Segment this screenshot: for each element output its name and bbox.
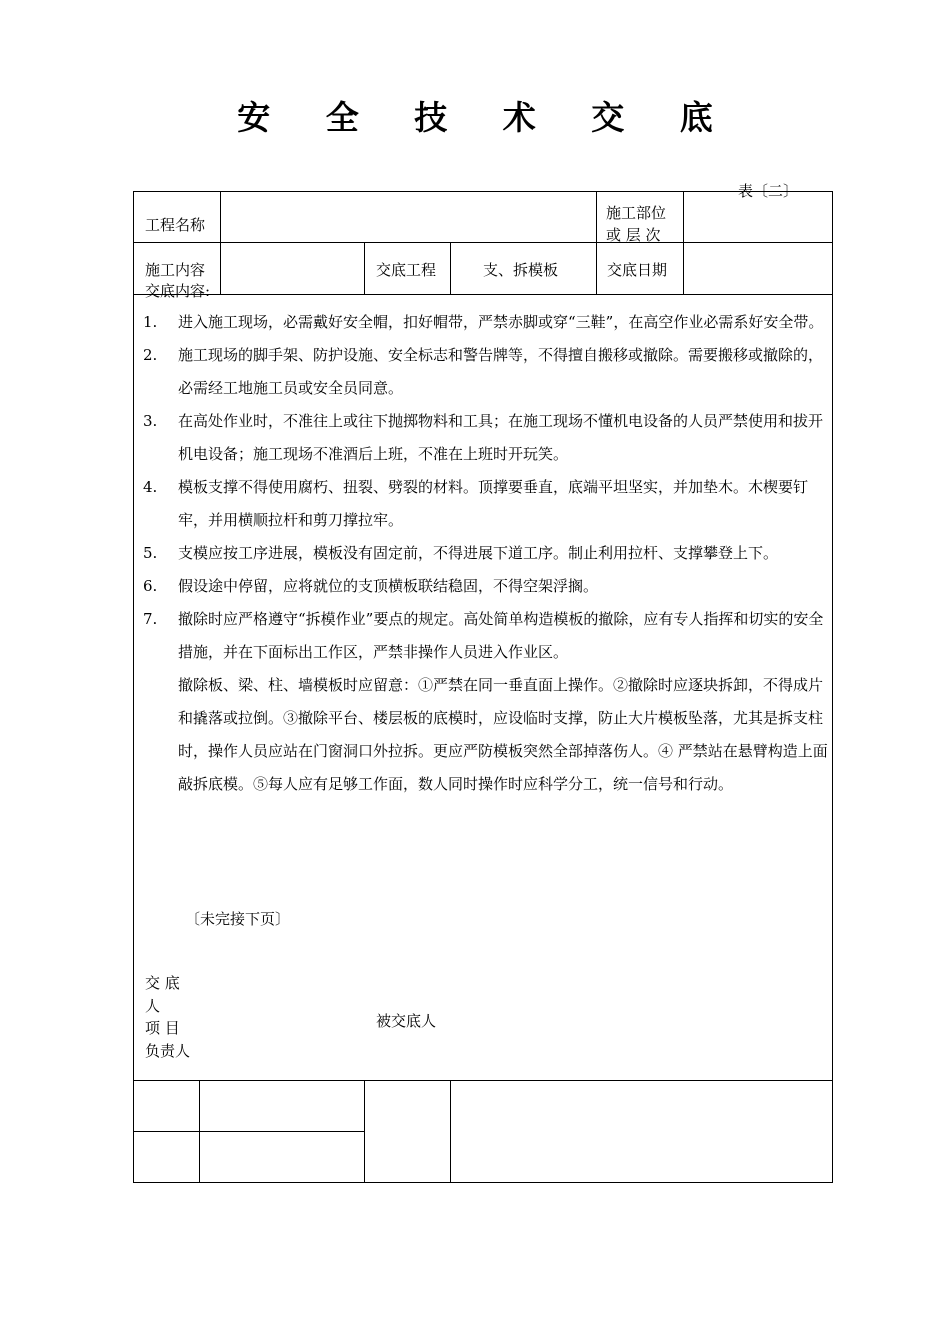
table-col-c [683,191,684,294]
table-rule-3 [133,1080,833,1081]
signature-labels [145,972,190,1062]
removal-notes-paragraph: 撤除板、梁、柱、墙模板时应留意：①严禁在同一垂直面上操作。②撤除时应逐块拆卸，不得成片和撬落或拉倒。③撤除平台、楼层板的底模时，应设临时支撑，防止大片模板坠落，尤其是拆支柱时，操作人员应站在门窗洞口外拉拆。更应严防模板突然全部掉落伤人。④ 严禁站在悬臂构造上面敲拆底模。⑤每人应有足够工作面，数人同时操作时应科学分工，统一信号和行动。 [178,676,828,793]
table-col-h [450,1080,451,1183]
item-text: 模板支撑不得使用腐朽、扭裂、劈裂的材料。顶撑要垂直，底端平坦坚实，并加垫木。木楔要钉牢，并用横顺拉杆和剪刀撑拉牢。 [178,478,809,529]
list-item [143,471,833,537]
item-number: 5. [143,544,158,562]
item-text: 撤除时应严格遵守“拆模作业”要点的规定。高处简单构造模板的撤除，应有专人指挥和切实的安全措施，并在下面标出工作区，严禁非操作人员进入作业区。 [178,610,824,661]
manager-label-line2: 负责人 [145,1041,191,1060]
table-rule-2 [133,294,833,295]
item-number: 7. [143,610,158,628]
list-item [143,537,833,570]
item-number: 6. [143,577,158,595]
table-rule-4 [133,1131,365,1132]
item-number: 2. [143,346,158,364]
table-rule-1 [133,242,833,243]
item-text: 支模应按工序进展，模板没有固定前，不得进展下道工序。制止利用拉杆、支撑攀登上下。 [178,544,779,562]
table-col-b [596,191,597,294]
table-col-a [220,191,221,294]
table-border-top [133,191,833,192]
list-item [143,339,833,405]
content-label: 施工内容 [145,261,206,279]
discloser-label-line1: 交 底 [145,974,180,992]
list-item [143,306,833,339]
table-col-f [199,1080,200,1183]
disclosure-project-label: 交底工程 [376,261,437,279]
disclosure-project-value: 支、拆模板 [483,261,559,279]
disclosure-content-heading: 交底内容: [145,282,211,300]
document-title: 安 全 技 术 交 底 [237,98,735,137]
discloser-label-line2: 人 [145,996,161,1015]
list-item [143,570,833,603]
item-text: 在高处作业时，不准往上或往下抛掷物料和工具；在施工现场不懂机电设备的人员严禁使用和拔开机电设备；施工现场不准酒后上班，不准在上班时开玩笑。 [178,412,824,463]
item-number: 3. [143,412,158,430]
item-number: 4. [143,478,158,496]
item-text: 施工现场的脚手架、防护设施、安全标志和警告牌等，不得擅自搬移或撤除。需要搬移或撤除的，必需经工地施工员或安全员同意。 [178,346,824,397]
disclosure-items [143,306,833,801]
form-number: 表〔二〕 [738,182,799,200]
list-item [143,405,833,471]
table-col-g [364,1080,365,1183]
location-label-line2: 或 层 次 [606,226,661,244]
table-border-left [133,191,134,1183]
disclosure-date-label: 交底日期 [607,261,668,279]
item-text: 假设途中停留，应将就位的支顶横板联结稳固，不得空架浮搁。 [178,577,599,595]
table-border-bottom [133,1182,833,1183]
recipient-label: 被交底人 [376,1012,437,1030]
table-col-e [450,242,451,294]
item-number: 1. [143,313,158,331]
item-text: 进入施工现场，必需戴好安全帽，扣好帽带，严禁赤脚或穿“三鞋”，在高空作业必需系好安全带。 [178,313,824,331]
continued-note: 〔未完接下页〕 [185,910,291,928]
manager-label-line1: 项 目 [145,1019,180,1037]
list-item [143,603,833,669]
project-name-label: 工程名称 [145,216,206,234]
table-col-d [364,242,365,294]
location-label-line1: 施工部位 [606,204,667,222]
